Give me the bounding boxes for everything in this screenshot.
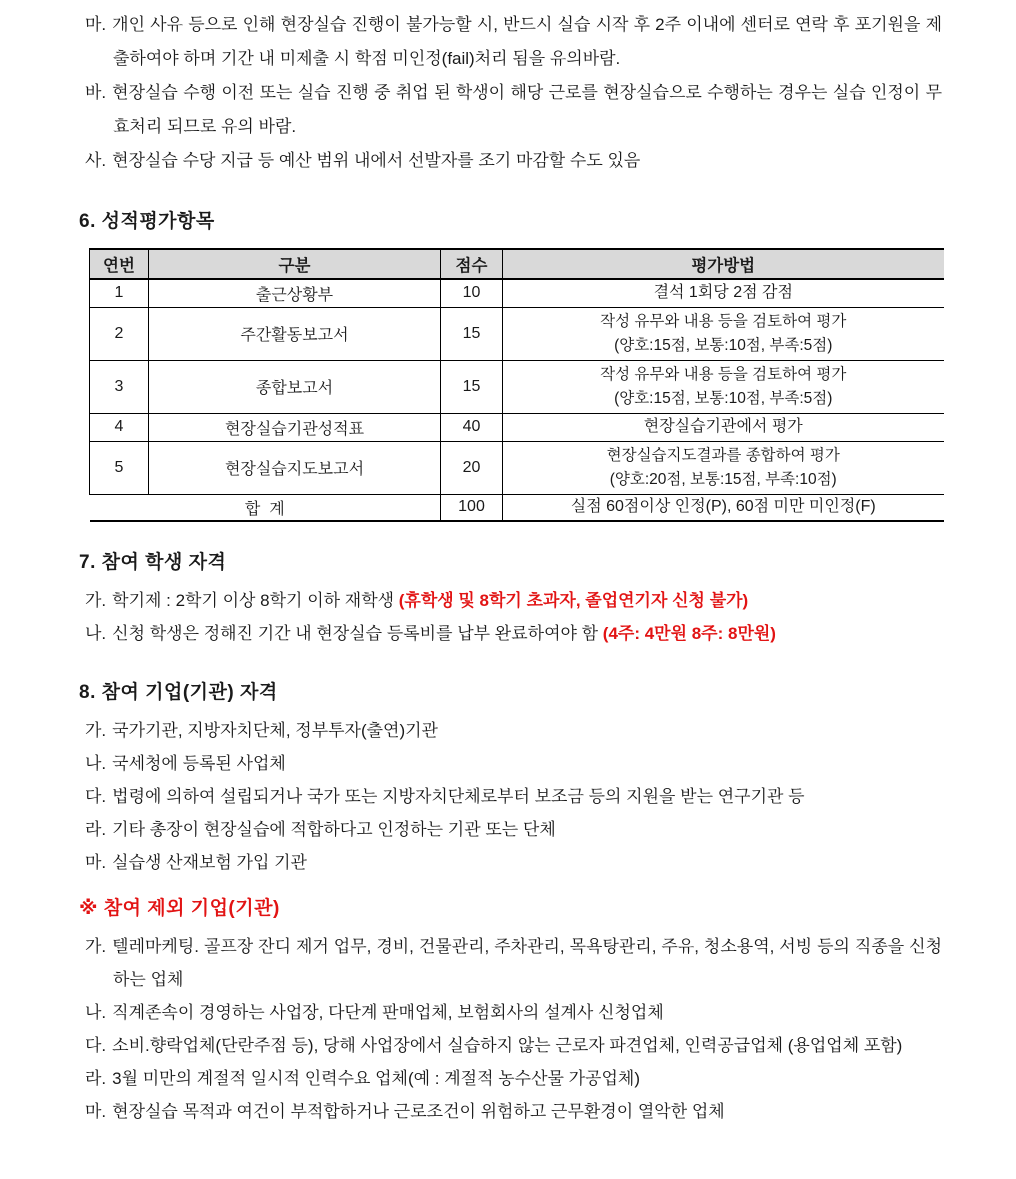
column-header-score: 점수	[441, 249, 503, 279]
item-label: 나.	[85, 754, 107, 773]
cell-no: 5	[90, 441, 149, 494]
item-text: 국가기관, 지방자치단체, 정부투자(출연)기관	[112, 721, 438, 740]
company-eligibility-list	[79, 714, 942, 879]
note-label: 마.	[85, 15, 107, 34]
list-item	[85, 996, 942, 1029]
item-text: 실습생 산재보험 가입 기관	[112, 853, 307, 872]
item-text: 학기제 : 2학기 이상 8학기 이하 재학생	[112, 591, 399, 610]
cell-category: 현장실습기관성적표	[149, 413, 441, 441]
method-line: 현장실습지도결과를 종합하여 평가	[606, 446, 840, 464]
item-text: 텔레마케팅. 골프장 잔디 제거 업무, 경비, 건물관리, 주차관리, 목욕탕관리, 주유, 청소용역, 서빙 등의 직종을 신청하는 업체	[112, 937, 942, 989]
list-item	[85, 780, 942, 813]
item-text: 법령에 의하여 설립되거나 국가 또는 지방자치단체로부터 보조금 등의 지원을 받는 연구기관 등	[112, 787, 805, 806]
list-item	[85, 1095, 942, 1128]
table-row	[90, 279, 944, 307]
cell-no: 2	[90, 307, 149, 360]
cell-no: 3	[90, 360, 149, 413]
note-text: 개인 사유 등으로 인해 현장실습 진행이 불가능할 시, 반드시 실습 시작 후 2주 이내에 센터로 연락 후 포기원을 제출하여야 하며 기간 내 미제출 시 학점 미인정(fail)처리 됨을 유의바람.	[112, 15, 942, 68]
item-label: 마.	[85, 1102, 107, 1121]
cell-score: 40	[441, 413, 503, 441]
column-header-category: 구분	[149, 249, 441, 279]
table-row	[90, 413, 944, 441]
item-label: 가.	[85, 591, 107, 610]
item-text: 기타 총장이 현장실습에 적합하다고 인정하는 기관 또는 단체	[112, 820, 556, 839]
item-label: 라.	[85, 1069, 107, 1088]
cell-category: 출근상황부	[149, 279, 441, 307]
cell-method	[503, 413, 944, 441]
column-header-method: 평가방법	[503, 249, 944, 279]
note-item	[85, 8, 942, 76]
list-item	[85, 813, 942, 846]
method-line: 현장실습기관에서 평가	[643, 418, 803, 435]
cell-score: 10	[441, 279, 503, 307]
total-label-cell: 합 계	[244, 500, 285, 518]
method-line: 결석 1회당 2점 감점	[653, 284, 793, 302]
section-heading-grade-items: 6. 성적평가항목	[79, 211, 215, 232]
note-item	[85, 76, 942, 144]
excluded-companies-list	[79, 930, 942, 1128]
cell-method	[503, 307, 944, 360]
item-label: 가.	[85, 937, 107, 956]
list-item	[85, 584, 942, 617]
table-header-row	[90, 249, 944, 279]
method-line: (양호:15점, 보통:10점, 부족:5점)	[614, 389, 833, 407]
column-header-no: 연번	[90, 249, 149, 279]
cell-score: 15	[441, 360, 503, 413]
list-item	[85, 617, 942, 650]
note-label: 사.	[85, 151, 107, 170]
item-text: 현장실습 목적과 여건이 부적합하거나 근로조건이 위험하고 근무환경이 열악한 업체	[112, 1102, 725, 1121]
method-line: (양호:20점, 보통:15점, 부족:10점)	[609, 470, 837, 488]
list-item	[85, 1029, 942, 1062]
cell-no: 4	[90, 413, 149, 441]
method-line: 작성 유무와 내용 등을 검토하여 평가	[600, 312, 847, 330]
note-text: 현장실습 수행 이전 또는 실습 진행 중 취업 된 학생이 해당 근로를 현장실습으로 수행하는 경우는 실습 인정이 무효처리 되므로 유의 바람.	[112, 83, 942, 136]
item-label: 나.	[85, 624, 107, 643]
item-text: 신청 학생은 정해진 기간 내 현장실습 등록비를 납부 완료하여야 함	[112, 624, 603, 643]
cell-category: 종합보고서	[149, 360, 441, 413]
section-heading-company-eligibility: 8. 참여 기업(기관) 자격	[79, 682, 278, 703]
item-red-text: (휴학생 및 8학기 초과자, 졸업연기자 신청 불가)	[398, 591, 749, 610]
method-line: 실점 60점이상 인정(P), 60점 미만 미인정(F)	[570, 498, 876, 516]
item-text: 3월 미만의 계절적 일시적 인력수요 업체(예 : 계절적 농수산물 가공업체)	[112, 1069, 640, 1088]
cell-score: 20	[441, 441, 503, 494]
list-item	[85, 846, 942, 879]
list-item	[85, 930, 942, 996]
section-heading-student-eligibility: 7. 참여 학생 자격	[79, 552, 227, 573]
cell-method	[503, 360, 944, 413]
item-label: 마.	[85, 853, 107, 872]
table-total-row	[90, 494, 944, 521]
student-eligibility-list	[79, 584, 942, 650]
total-method-cell	[503, 494, 944, 521]
list-item	[85, 714, 942, 747]
note-label: 바.	[85, 83, 107, 102]
item-text: 직계존속이 경영하는 사업장, 다단계 판매업체, 보험회사의 설계사 신청업체	[112, 1003, 664, 1022]
item-text: 국세청에 등록된 사업체	[112, 754, 286, 773]
cell-method	[503, 441, 944, 494]
note-text: 현장실습 수당 지급 등 예산 범위 내에서 선발자를 조기 마감할 수도 있음	[112, 151, 641, 170]
table-row	[90, 307, 944, 360]
cell-category: 현장실습지도보고서	[149, 441, 441, 494]
item-label: 나.	[85, 1003, 107, 1022]
item-label: 라.	[85, 820, 107, 839]
list-item	[85, 1062, 942, 1095]
cell-no: 1	[90, 279, 149, 307]
cell-score: 15	[441, 307, 503, 360]
item-label: 다.	[85, 787, 107, 806]
cell-method	[503, 279, 944, 307]
method-line: (양호:15점, 보통:10점, 부족:5점)	[614, 336, 833, 354]
total-score-cell: 100	[441, 494, 503, 521]
table-row	[90, 360, 944, 413]
section-heading-excluded-companies: ※ 참여 제외 기업(기관)	[79, 898, 280, 919]
table-row	[90, 441, 944, 494]
method-line: 작성 유무와 내용 등을 검토하여 평가	[600, 365, 847, 383]
note-item	[85, 144, 942, 178]
item-label: 가.	[85, 721, 107, 740]
cell-category: 주간활동보고서	[149, 307, 441, 360]
notes-list	[79, 8, 942, 178]
item-text: 소비.향락업체(단란주점 등), 당해 사업장에서 실습하지 않는 근로자 파견업체, 인력공급업체 (용업업체 포함)	[112, 1036, 903, 1055]
grade-evaluation-table	[89, 248, 944, 522]
item-label: 다.	[85, 1036, 107, 1055]
item-red-text: (4주: 4만원 8주: 8만원)	[602, 624, 776, 643]
list-item	[85, 747, 942, 780]
